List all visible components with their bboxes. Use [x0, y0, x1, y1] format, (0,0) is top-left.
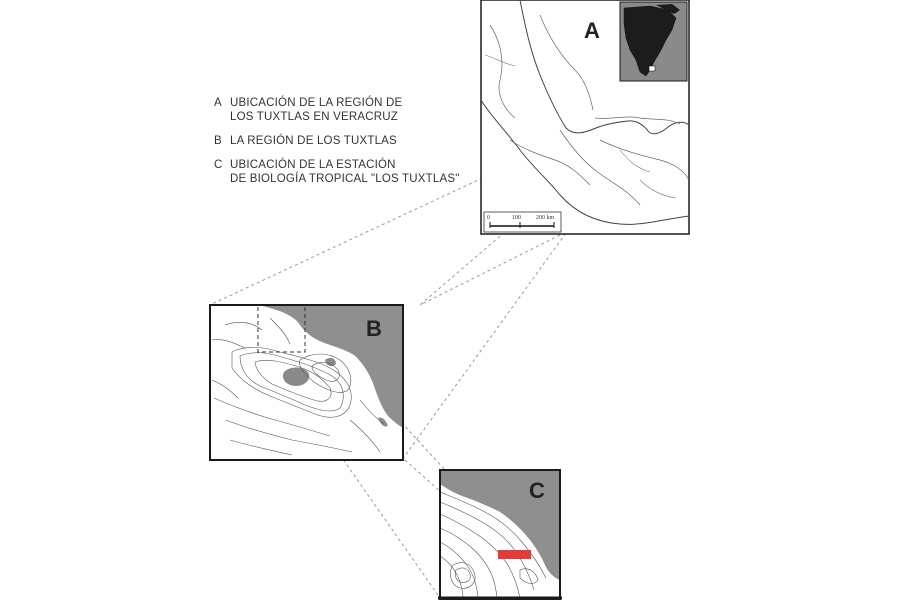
legend-item-b: [214, 134, 464, 148]
panel-a-label: A: [584, 18, 600, 43]
legend-key-b: B: [214, 135, 222, 147]
legend-text-b-line1: LA REGIÓN DE LOS TUXTLAS: [230, 135, 397, 147]
panel-c-label: C: [529, 478, 545, 503]
legend-item-c: [214, 158, 464, 186]
station-marker: [498, 550, 531, 559]
scale-label-200: 200 km: [536, 215, 555, 221]
scale-label-0: 0: [487, 215, 490, 221]
map-legend: [214, 96, 464, 196]
legend-text-c-line2: DE BIOLOGÍA TROPICAL "LOS TUXTLAS": [230, 173, 460, 185]
legend-text-c-line1: UBICACIÓN DE LA ESTACIÓN: [230, 159, 396, 171]
scale-label-100: 100: [512, 215, 521, 221]
legend-text-a-line2: LOS TUXTLAS EN VERACRUZ: [230, 111, 398, 123]
legend-key-a: A: [214, 97, 222, 109]
legend-key-c: C: [214, 159, 223, 171]
legend-item-a: [214, 96, 464, 124]
north-america-inset: [620, 2, 687, 81]
scale-bar: [484, 212, 561, 232]
legend-text-a-line1: UBICACIÓN DE LA REGIÓN DE: [230, 97, 403, 109]
panel-b-label: B: [366, 316, 382, 341]
